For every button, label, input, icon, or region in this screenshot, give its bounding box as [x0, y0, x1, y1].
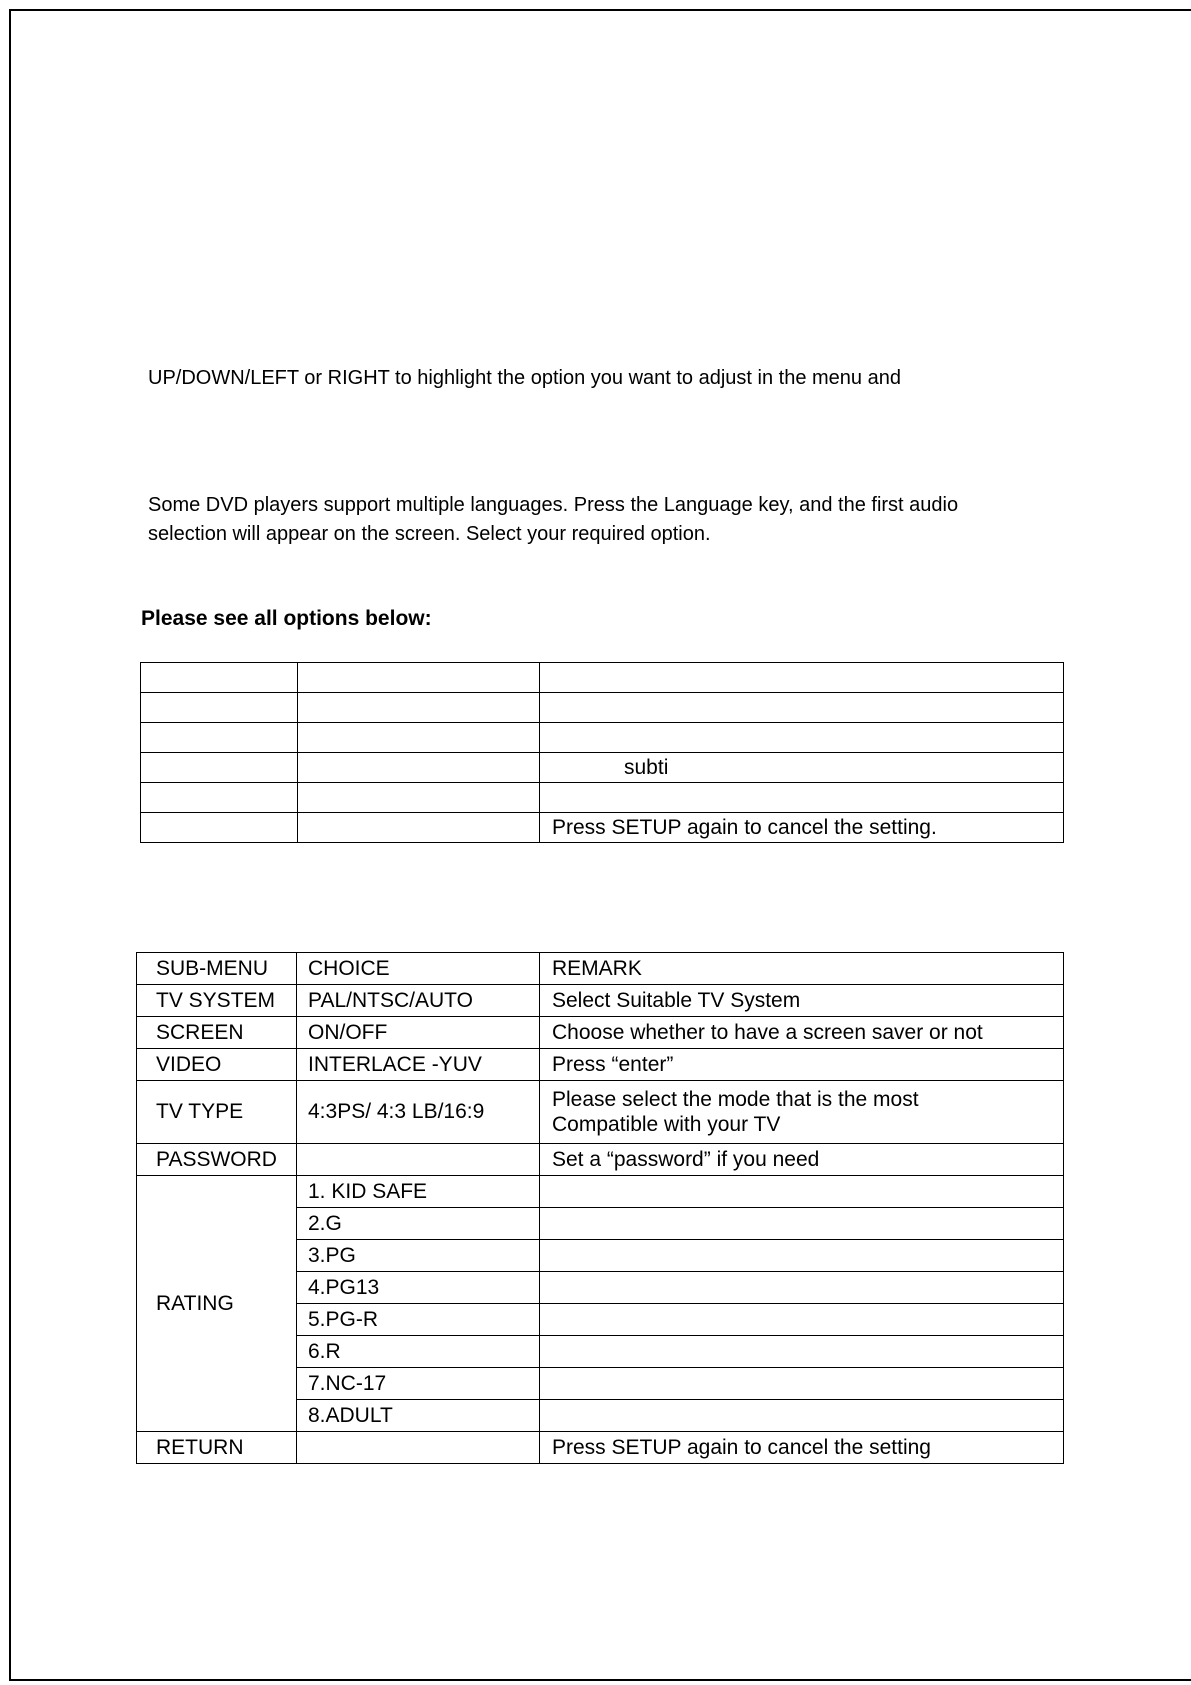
- remark-cell: [540, 693, 1064, 723]
- choice-cell: [298, 813, 540, 843]
- submenu-cell: TV TYPE: [137, 1081, 297, 1144]
- table-row: [137, 1176, 1064, 1208]
- remark-header: REMARK: [540, 953, 1064, 985]
- choice-cell: INTERLACE -YUV: [297, 1049, 540, 1081]
- choice-cell: [298, 723, 540, 753]
- rating-choice-cell: 1. KID SAFE: [297, 1176, 540, 1208]
- submenu-cell: PASSWORD: [137, 1144, 297, 1176]
- submenu-cell: [141, 783, 298, 813]
- choice-header: CHOICE: [297, 953, 540, 985]
- rating-label-cell: RATING: [137, 1176, 297, 1432]
- remark-cell: [540, 783, 1064, 813]
- submenu-header: SUB-MENU: [137, 953, 297, 985]
- language-instruction-line-1: Some DVD players support multiple languages. Press the Language key, and the first audio: [148, 494, 959, 516]
- rating-choice-cell: 8.ADULT: [297, 1400, 540, 1432]
- remark-line: Compatible with your TV: [552, 1113, 781, 1136]
- remark-line: Please select the mode that is the most: [552, 1088, 919, 1111]
- submenu-cell: [141, 663, 298, 693]
- table-header-row: [137, 953, 1064, 985]
- choice-cell: [297, 1432, 540, 1464]
- setup-menu-table: [136, 952, 1064, 1464]
- submenu-cell: [141, 723, 298, 753]
- choice-cell: [298, 693, 540, 723]
- choice-cell: PAL/NTSC/AUTO: [297, 985, 540, 1017]
- table-row: [137, 1049, 1064, 1081]
- choice-cell: 4:3PS/ 4:3 LB/16:9: [297, 1081, 540, 1144]
- remark-cell: Press SETUP again to cancel the setting: [540, 1432, 1064, 1464]
- choice-cell: [298, 783, 540, 813]
- table-row: [141, 753, 1064, 783]
- remark-cell: Select Suitable TV System: [540, 985, 1064, 1017]
- submenu-cell: VIDEO: [137, 1049, 297, 1081]
- rating-choice-cell: 2.G: [297, 1208, 540, 1240]
- remark-cell: Set a “password” if you need: [540, 1144, 1064, 1176]
- options-heading: Please see all options below:: [141, 607, 432, 630]
- remark-cell: [540, 1304, 1064, 1336]
- rating-choice-cell: 4.PG13: [297, 1272, 540, 1304]
- table-row: [141, 813, 1064, 843]
- remark-cell: Press “enter”: [540, 1049, 1064, 1081]
- remark-cell: Choose whether to have a screen saver or not: [540, 1017, 1064, 1049]
- remark-cell: [540, 723, 1064, 753]
- submenu-cell: TV SYSTEM: [137, 985, 297, 1017]
- table-row: [137, 1432, 1064, 1464]
- submenu-cell: [141, 753, 298, 783]
- remark-cell: [540, 1368, 1064, 1400]
- rating-choice-cell: 7.NC-17: [297, 1368, 540, 1400]
- table-row: [137, 1017, 1064, 1049]
- rating-choice-cell: 5.PG-R: [297, 1304, 540, 1336]
- table-row: [137, 1144, 1064, 1176]
- table-row: [141, 783, 1064, 813]
- table-row: [141, 723, 1064, 753]
- submenu-cell: RETURN: [137, 1432, 297, 1464]
- remark-cell: [540, 1400, 1064, 1432]
- choice-cell: ON/OFF: [297, 1017, 540, 1049]
- table-row: [137, 985, 1064, 1017]
- language-options-table: [140, 662, 1064, 843]
- remark-cell: [540, 1336, 1064, 1368]
- rating-choice-cell: 3.PG: [297, 1240, 540, 1272]
- remark-cell: [540, 1081, 1064, 1144]
- language-instruction-line-2: selection will appear on the screen. Select your required option.: [148, 523, 711, 545]
- submenu-cell: [141, 813, 298, 843]
- navigation-instruction: UP/DOWN/LEFT or RIGHT to highlight the option you want to adjust in the menu and: [148, 367, 901, 389]
- remark-cell: [540, 663, 1064, 693]
- remark-cell: subti: [540, 753, 1064, 783]
- choice-cell: [297, 1144, 540, 1176]
- choice-cell: [298, 663, 540, 693]
- remark-cell: [540, 1272, 1064, 1304]
- table-row: [141, 663, 1064, 693]
- remark-cell: [540, 1208, 1064, 1240]
- table-row: [141, 693, 1064, 723]
- submenu-cell: SCREEN: [137, 1017, 297, 1049]
- table-row: [137, 1081, 1064, 1144]
- remark-cell: [540, 1176, 1064, 1208]
- choice-cell: [298, 753, 540, 783]
- submenu-cell: [141, 693, 298, 723]
- remark-cell: Press SETUP again to cancel the setting.: [540, 813, 1064, 843]
- remark-cell: [540, 1240, 1064, 1272]
- rating-choice-cell: 6.R: [297, 1336, 540, 1368]
